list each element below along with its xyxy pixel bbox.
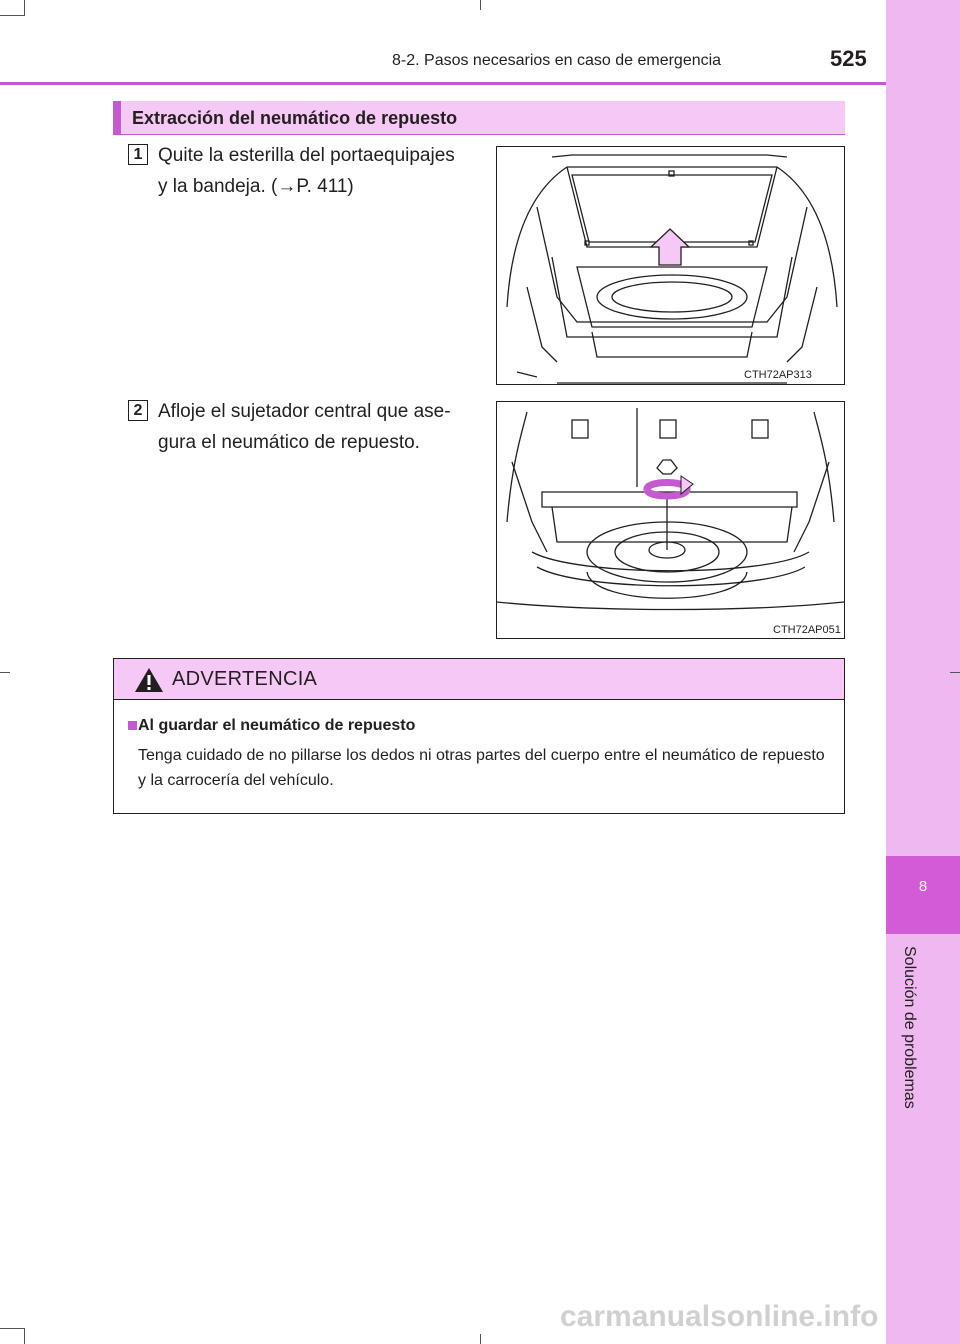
crop-mark xyxy=(24,1328,25,1344)
chapter-title: Solución de problemas xyxy=(901,946,918,1109)
crop-mark xyxy=(0,672,10,673)
warning-header xyxy=(114,659,844,700)
bullet-square-icon xyxy=(128,721,137,730)
chapter-number: 8 xyxy=(918,878,928,895)
spare-tire-drawing xyxy=(497,402,844,638)
crop-mark xyxy=(950,672,960,673)
step-number-badge: 2 xyxy=(128,400,148,421)
page-number: 525 xyxy=(830,46,867,71)
lift-arrow-icon xyxy=(651,229,689,265)
chapter-tab xyxy=(886,856,960,934)
crop-mark xyxy=(480,0,481,10)
rotate-arrow-icon xyxy=(647,476,693,496)
trunk-open-drawing xyxy=(497,147,844,384)
header-rule xyxy=(0,82,886,85)
crop-mark xyxy=(0,1328,24,1329)
step-2-line-2: gura el neumático de repuesto. xyxy=(158,432,420,453)
crop-mark xyxy=(24,0,25,16)
section-heading xyxy=(113,101,845,135)
running-header: 8-2. Pasos necesarios en caso de emergencia xyxy=(392,52,722,69)
crop-mark xyxy=(0,15,24,16)
step-1-line-2: y la bandeja. (→P. 411) xyxy=(158,176,354,197)
crop-mark xyxy=(480,1334,481,1344)
section-heading-bar xyxy=(113,101,121,134)
step-2-line-1: Afloje el sujetador central que ase- xyxy=(158,401,451,422)
spare-tire-illustration xyxy=(496,401,845,639)
section-title: Extracción del neumático de repuesto xyxy=(132,108,458,128)
step-2-text xyxy=(158,396,480,458)
center-fastener-icon xyxy=(657,460,677,474)
step-1-line-1: Quite la esterilla del portaequipajes xyxy=(158,145,455,166)
step-number-badge: 1 xyxy=(128,144,148,165)
figure-code: CTH72AP051 xyxy=(773,624,841,636)
watermark: carmanualsonline.info xyxy=(560,1300,879,1333)
warning-item-title: Al guardar el neumático de repuesto xyxy=(138,717,416,734)
warning-label: ADVERTENCIA xyxy=(172,668,318,690)
warning-triangle-icon xyxy=(134,667,164,693)
warning-item-body: Tenga cuidado de no pillarse los dedos ni otras partes del cuerpo entre el neumático de repuesto y la carrocería del vehículo. xyxy=(138,747,825,789)
warning-box xyxy=(113,658,845,814)
step-1-text xyxy=(158,140,480,202)
trunk-illustration xyxy=(496,146,845,385)
figure-code: CTH72AP313 xyxy=(744,369,812,381)
